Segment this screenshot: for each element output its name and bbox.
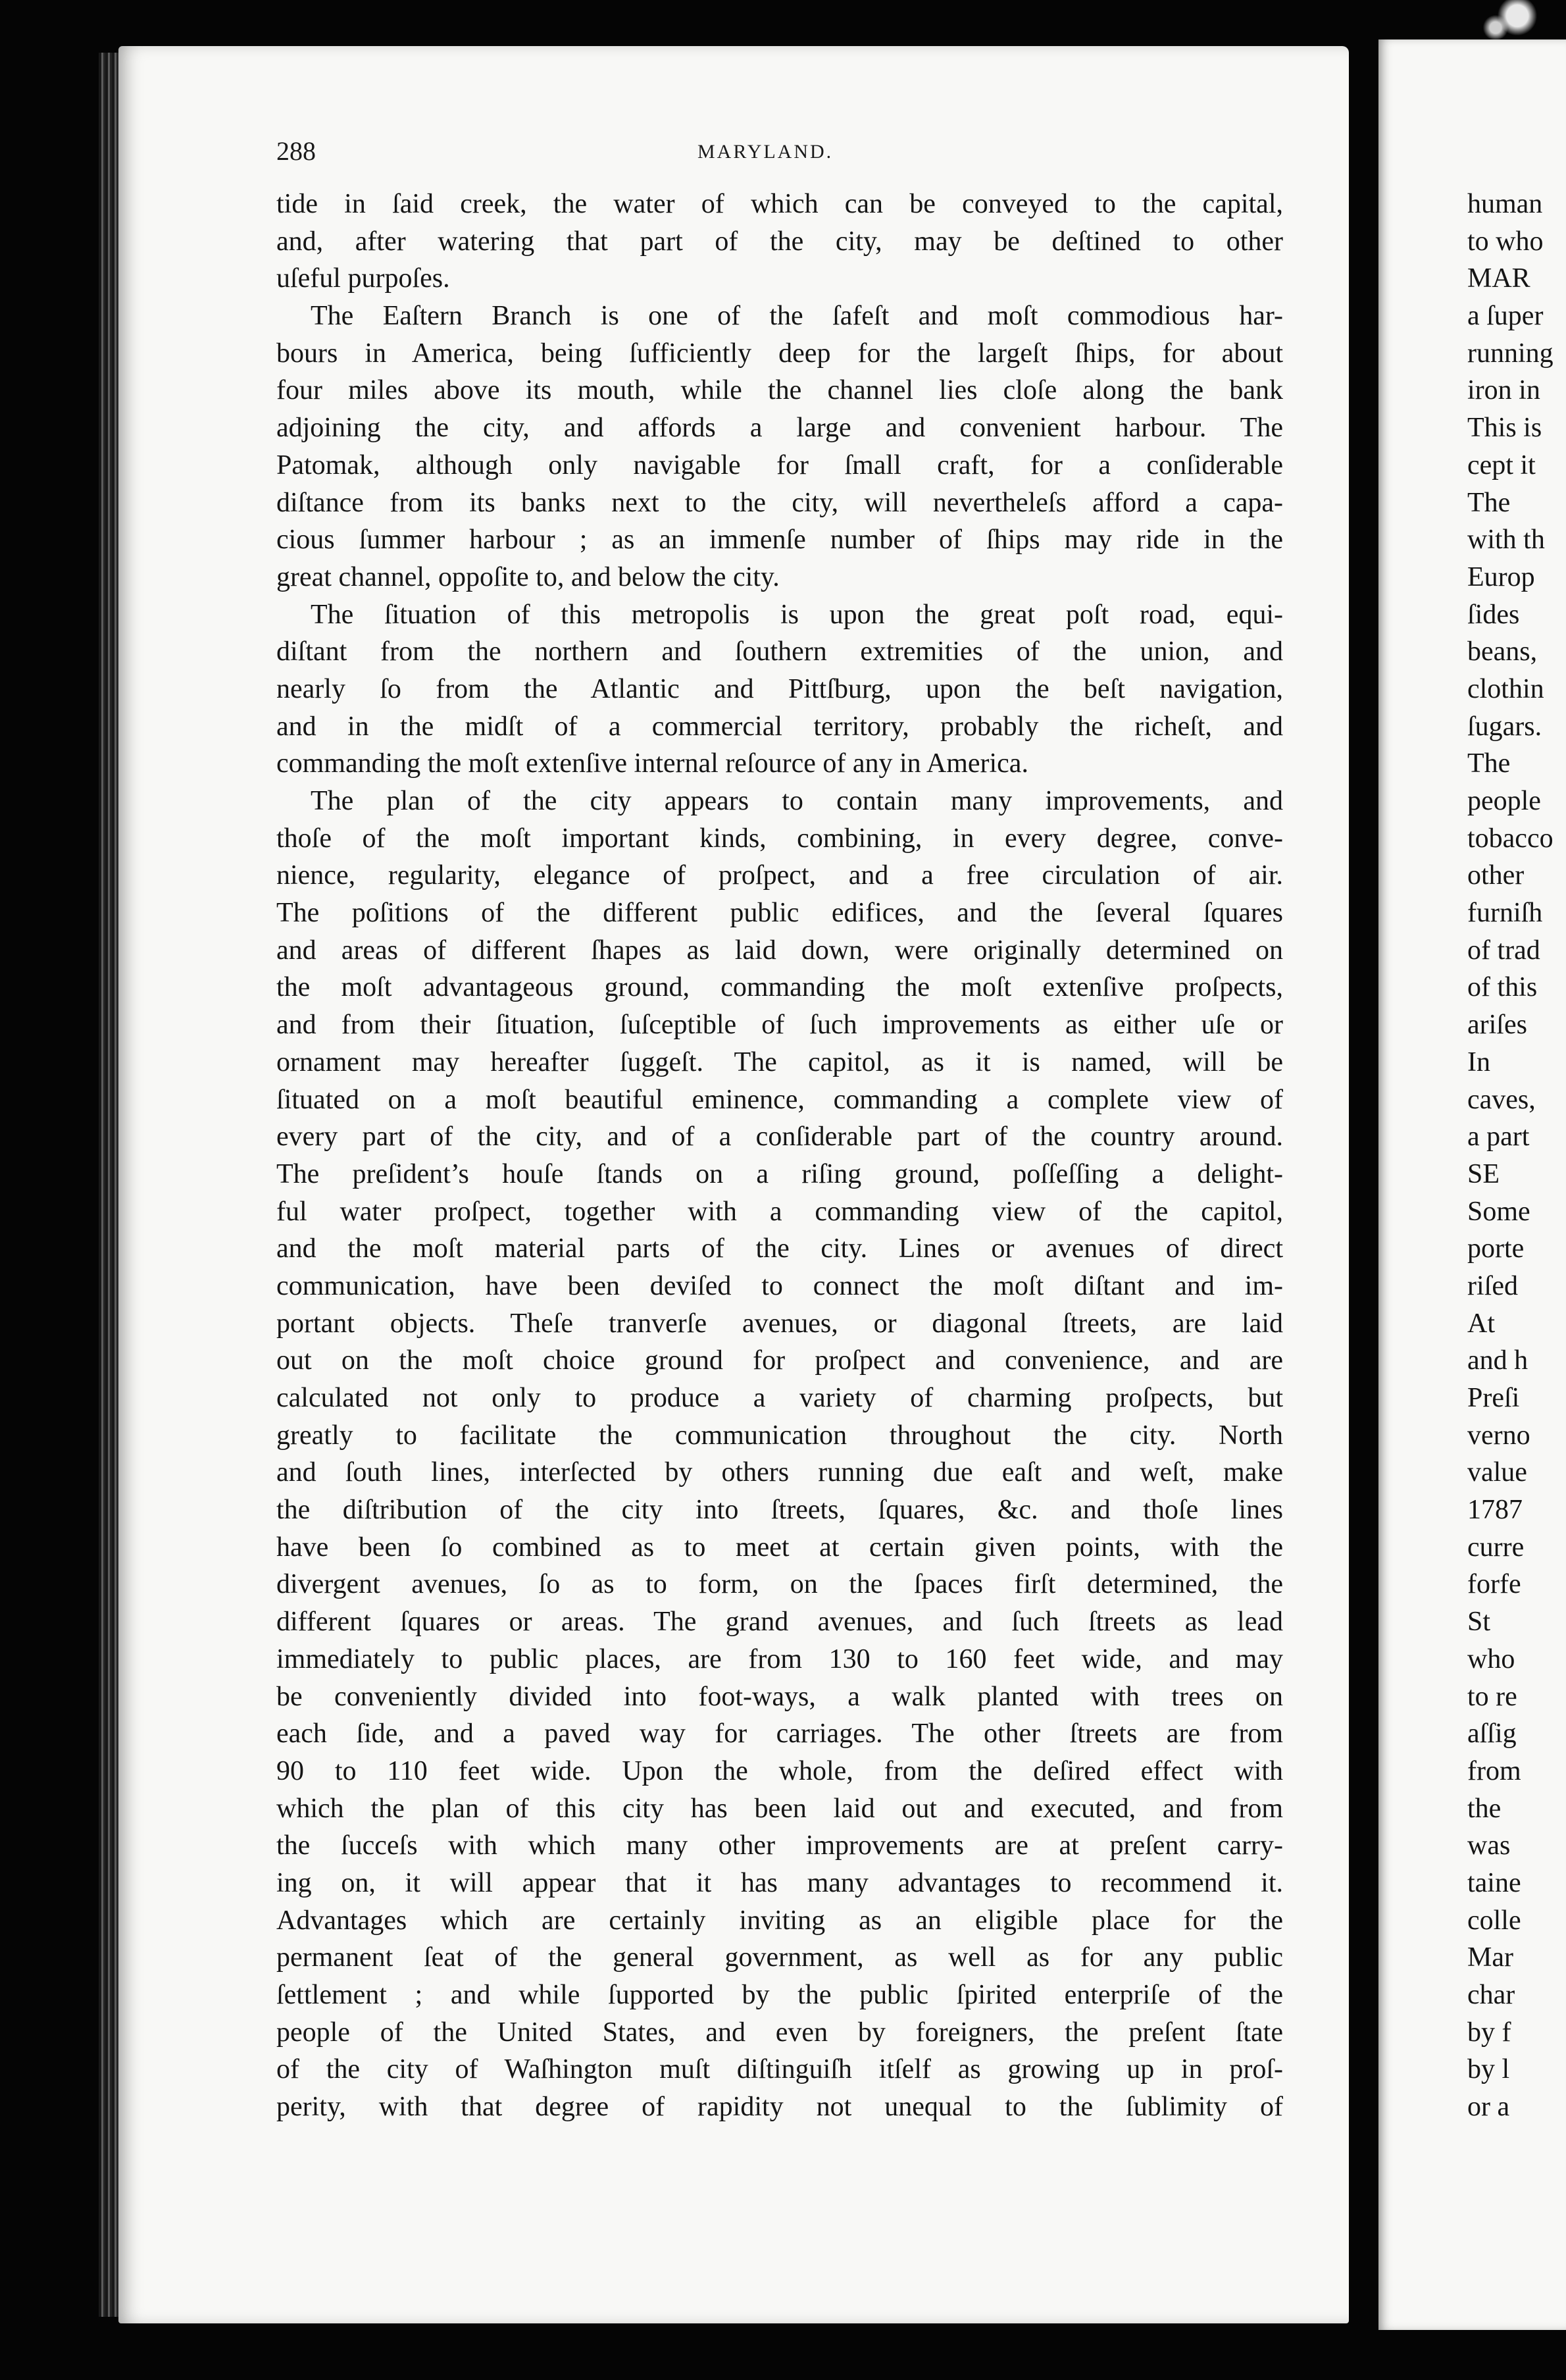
facing-page-line: In xyxy=(1467,1047,1490,1077)
facing-page-line: a part xyxy=(1467,1122,1530,1152)
text-line: Patomak, although only navigable for ſmall craft, for a conſiderable xyxy=(276,450,1283,480)
text-line: and the moſt material parts of the city. Lines or avenues of direct xyxy=(276,1233,1283,1264)
text-line: and areas of different ſhapes as laid down, were originally determined on xyxy=(276,935,1283,966)
text-line: ornament may hereafter ſuggeſt. The capitol, as it is named, will be xyxy=(276,1047,1283,1077)
text-line: be conveniently divided into foot-ways, a walk planted with trees on xyxy=(276,1681,1283,1712)
text-line: which the plan of this city has been laid out and executed, and from xyxy=(276,1793,1283,1824)
text-line: adjoining the city, and affords a large and convenient harbour. The xyxy=(276,413,1283,444)
page-header xyxy=(276,136,1296,175)
text-line: ſituated on a moſt beautiful eminence, commanding a complete view of xyxy=(276,1084,1283,1115)
text-line: the moſt advantageous ground, commanding the moſt extenſive proſpects, xyxy=(276,972,1283,1003)
text-line: cious ſummer harbour ; as an immenſe number of ſhips may ride in the xyxy=(276,525,1283,556)
text-line: diſtance from its banks next to the city, will nevertheleſs afford a capa- xyxy=(276,487,1283,518)
facing-page-line: Europ xyxy=(1467,561,1535,592)
facing-page-line: 1787 xyxy=(1467,1495,1523,1526)
facing-page-line: char xyxy=(1467,1980,1515,2010)
text-line: commanding the moſt extenſive internal reſource of any in America. xyxy=(276,748,1028,779)
text-line: tide in ſaid creek, the water of which can be conveyed to the capital, xyxy=(276,189,1283,219)
running-head: MARYLAND. xyxy=(697,141,834,163)
facing-page-line: tobacco xyxy=(1467,823,1553,854)
facing-page-line: or a xyxy=(1467,2092,1510,2123)
text-line: ful water proſpect, together with a commanding view of the capitol, xyxy=(276,1196,1283,1227)
facing-page-line: to re xyxy=(1467,1681,1517,1712)
book-gutter-edge xyxy=(99,53,118,2317)
facing-page-line: ſides xyxy=(1467,599,1520,630)
text-line: every part of the city, and of a conſiderable part of the country around. xyxy=(276,1122,1283,1152)
text-line: permanent ſeat of the general government, as well as for any public xyxy=(276,1942,1283,1973)
text-line: Advantages which are certainly inviting as an eligible place for the xyxy=(276,1905,1283,1936)
text-line: nience, regularity, elegance of proſpect, and a free circulation of air. xyxy=(276,860,1283,891)
facing-page-line: ſugars. xyxy=(1467,711,1542,742)
facing-page-line: colle xyxy=(1467,1905,1521,1936)
facing-page-line: of trad xyxy=(1467,935,1540,966)
facing-page-line: curre xyxy=(1467,1532,1525,1563)
scan-dust-mark xyxy=(1474,0,1546,39)
text-line: ſettlement ; and while ſupported by the public ſpirited enterpriſe of the xyxy=(276,1980,1283,2010)
text-line: diſtant from the northern and ſouthern extremities of the union, and xyxy=(276,636,1283,667)
facing-page-line: who xyxy=(1467,1643,1515,1674)
facing-page-line: This is xyxy=(1467,413,1542,444)
text-line: out on the moſt choice ground for proſpect and convenience, and are xyxy=(276,1345,1283,1376)
facing-page-line: caves, xyxy=(1467,1084,1536,1115)
facing-page-line: of this xyxy=(1467,972,1538,1003)
facing-page-fragment xyxy=(1467,186,1566,2126)
text-line: portant objects. Theſe tranverſe avenues, or diagonal ſtreets, are laid xyxy=(276,1308,1283,1339)
text-line: bours in America, being ſufficiently deep for the largeſt ſhips, for about xyxy=(276,338,1283,369)
facing-page-line: from xyxy=(1467,1755,1521,1786)
page-number: 288 xyxy=(276,136,316,166)
facing-page-line: beans, xyxy=(1467,636,1538,667)
text-line: great channel, oppoſite to, and below the city. xyxy=(276,561,780,592)
facing-page-line: to who xyxy=(1467,226,1544,257)
facing-page-line: Preſi xyxy=(1467,1383,1520,1413)
facing-page-line: value xyxy=(1467,1457,1527,1488)
text-line: divergent avenues, ſo as to form, on the ſpaces firſt determined, the xyxy=(276,1569,1283,1600)
facing-page-line: cept it xyxy=(1467,450,1536,480)
text-line: people of the United States, and even by foreigners, the preſent ſtate xyxy=(276,2017,1283,2048)
text-line: have been ſo combined as to meet at certain given points, with the xyxy=(276,1532,1283,1563)
text-line: perity, with that degree of rapidity not unequal to the ſublimity of xyxy=(276,2092,1283,2123)
facing-page-line: iron in xyxy=(1467,375,1540,406)
facing-page-line: forfe xyxy=(1467,1569,1521,1600)
text-line: and ſouth lines, interſected by others running due eaſt and weſt, make xyxy=(276,1457,1283,1488)
facing-page-line: by l xyxy=(1467,2054,1510,2085)
text-line: 90 to 110 feet wide. Upon the whole, from the deſired effect with xyxy=(276,1755,1283,1786)
text-line: and from their ſituation, ſuſceptible of ſuch improvements as either uſe or xyxy=(276,1010,1283,1041)
facing-page-line: a ſuper xyxy=(1467,301,1544,332)
text-line: The ſituation of this metropolis is upon the great poſt road, equi- xyxy=(311,599,1283,630)
facing-page-line: furniſh xyxy=(1467,898,1543,929)
facing-page-line: and h xyxy=(1467,1345,1528,1376)
text-line: greatly to facilitate the communication throughout the city. North xyxy=(276,1420,1283,1451)
text-line: and, after watering that part of the city, may be deſtined to other xyxy=(276,226,1283,257)
facing-page-line: Mar xyxy=(1467,1942,1513,1973)
text-line: The Eaſtern Branch is one of the ſafeſt and moſt commodious har- xyxy=(311,301,1283,332)
text-line: uſeful purpoſes. xyxy=(276,263,450,294)
facing-page-line: other xyxy=(1467,860,1525,891)
facing-page-line: human xyxy=(1467,189,1543,219)
facing-page-line: taine xyxy=(1467,1867,1521,1898)
facing-page-line: running xyxy=(1467,338,1553,369)
facing-page-line: with th xyxy=(1467,525,1545,556)
text-line: four miles above its mouth, while the channel lies cloſe along the bank xyxy=(276,375,1283,406)
body-text xyxy=(276,186,1283,2126)
facing-page-line: Some xyxy=(1467,1196,1530,1227)
text-line: communication, have been deviſed to connect the moſt diſtant and im- xyxy=(276,1270,1283,1301)
facing-page-line: people xyxy=(1467,786,1541,816)
facing-page-line: MAR xyxy=(1467,263,1530,294)
text-line: ing on, it will appear that it has many advantages to recommend it. xyxy=(276,1867,1283,1898)
facing-page-line: by f xyxy=(1467,2017,1511,2048)
facing-page-line: SE xyxy=(1467,1158,1500,1189)
text-line: thoſe of the moſt important kinds, combining, in every degree, conve- xyxy=(276,823,1283,854)
facing-page-line: The xyxy=(1467,748,1511,779)
facing-page-line: verno xyxy=(1467,1420,1530,1451)
text-line: the diſtribution of the city into ſtreets, ſquares, &c. and thoſe lines xyxy=(276,1495,1283,1526)
facing-page-line: riſed xyxy=(1467,1270,1518,1301)
facing-page-line: At xyxy=(1467,1308,1495,1339)
text-line: calculated not only to produce a variety of charming proſpects, but xyxy=(276,1383,1283,1413)
facing-page-line: the xyxy=(1467,1793,1502,1824)
facing-page-line: The xyxy=(1467,487,1511,518)
facing-page-line: was xyxy=(1467,1830,1511,1861)
text-line: The plan of the city appears to contain many improvements, and xyxy=(311,786,1283,816)
text-line: each ſide, and a paved way for carriages. The other ſtreets are from xyxy=(276,1719,1283,1749)
text-line: the ſucceſs with which many other improvements are at preſent carry- xyxy=(276,1830,1283,1861)
text-line: different ſquares or areas. The grand avenues, and ſuch ſtreets as lead xyxy=(276,1607,1283,1638)
facing-page-line: porte xyxy=(1467,1233,1525,1264)
text-line: and in the midſt of a commercial territory, probably the richeſt, and xyxy=(276,711,1283,742)
text-line: The poſitions of the different public edifices, and the ſeveral ſquares xyxy=(276,898,1283,929)
text-line: nearly ſo from the Atlantic and Pittſburg, upon the beſt navigation, xyxy=(276,673,1283,704)
text-line: immediately to public places, are from 130 to 160 feet wide, and may xyxy=(276,1643,1283,1674)
text-line: The preſident’s houſe ſtands on a riſing ground, poſſeſſing a delight- xyxy=(276,1158,1283,1189)
facing-page-line: ariſes xyxy=(1467,1010,1527,1041)
facing-page-line: aſſig xyxy=(1467,1719,1517,1749)
text-line: of the city of Waſhington muſt diſtinguiſh itſelf as growing up in proſ- xyxy=(276,2054,1283,2085)
facing-page-line: clothin xyxy=(1467,673,1544,704)
facing-page-line: St xyxy=(1467,1607,1491,1638)
